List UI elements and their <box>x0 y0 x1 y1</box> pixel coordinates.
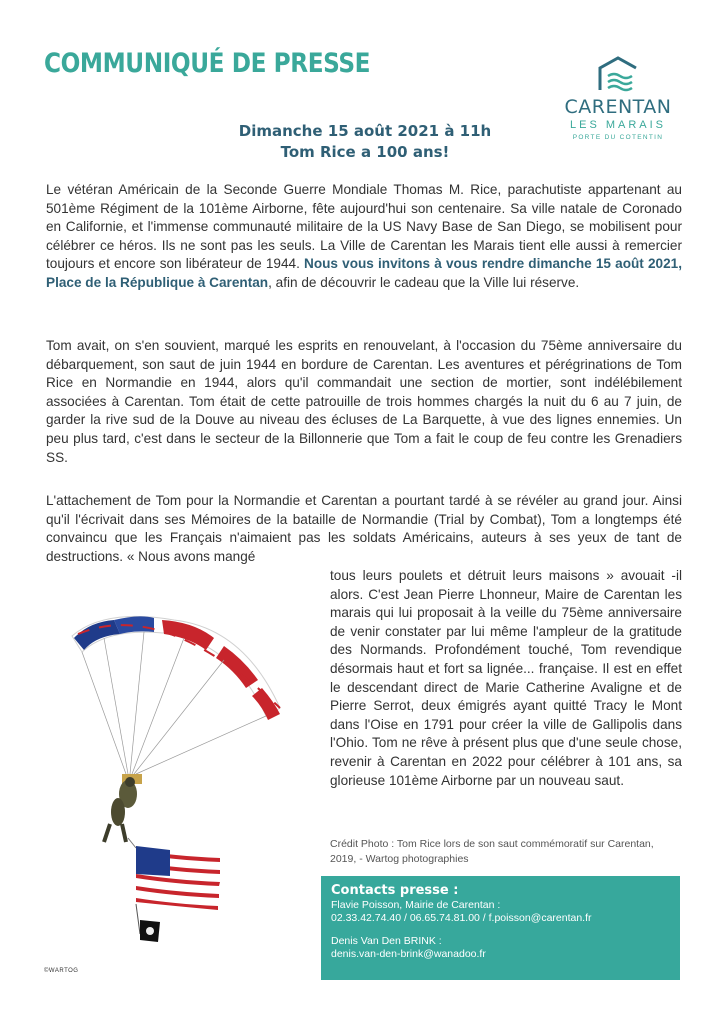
parachute-photo <box>44 598 322 978</box>
paragraph-1-text: Le vétéran Américain de la Seconde Guerre Mondiale Thomas M. Rice, parachutiste appartenant au 501ème Régiment de la 101ème Airborne, fête aujourd'hui son centenaire. Sa ville natale de Coronado en Californie, et l'immense communauté militaire de la US Navy Base de San Diego, se mobilisent pour célébrer ce héros. Ils ne sont pas les seuls. La Ville de Carentan les Marais tient elle aussi à remercier toujours et encore son libérateur de 1944. <box>46 182 682 272</box>
pow-flag <box>136 904 160 942</box>
parachutists <box>104 774 142 848</box>
contacts-heading: Contacts presse : <box>331 883 459 898</box>
paragraph-3: L'attachement de Tom pour la Normandie et Carentan a pourtant tardé à se révéler au grand jour. Ainsi qu'il l'écrivait dans ses Mémoires de la bataille de Normandie (Trial by Combat), Tom a longtemps été convaincu que les Français n'aimaient pas les soldats Américains, auteurs à ses yeux de tant de destructions. « Nous avons mangé <box>46 493 682 564</box>
logo-name: CARENTAN <box>564 96 672 118</box>
contact-1-details[interactable]: 02.33.42.74.40 / 06.65.74.81.00 / f.poisson@carentan.fr <box>331 912 592 924</box>
parachute-canopy <box>72 616 280 720</box>
carentan-logo <box>560 56 676 146</box>
contact-2-name: Denis Van Den BRINK : <box>331 935 442 947</box>
headline-date: Dimanche 15 août 2021 à 11h <box>238 122 492 140</box>
contact-1-name: Flavie Poisson, Mairie de Carentan : <box>331 899 501 911</box>
photo-watermark: ©WARTOG <box>44 968 79 974</box>
logo-tagline: PORTE DU COTENTIN <box>572 134 664 141</box>
page-title: COMMUNIQUÉ DE PRESSE <box>44 48 371 79</box>
headline <box>200 121 530 163</box>
photo-credit: Crédit Photo : Tom Rice lors de son saut commémoratif sur Carentan, 2019, - Wartog photographies <box>330 838 654 865</box>
paragraph-1-end: , afin de découvrir le cadeau que la Ville lui réserve. <box>268 274 580 290</box>
paragraph-1 <box>46 181 682 293</box>
logo-subtitle: LES MARAIS <box>569 119 667 131</box>
press-contacts-box <box>321 876 680 980</box>
paragraph-3-continued: tous leurs poulets et détruit leurs maisons » avouait -il alors. C'est Jean Pierre Lhonneur, Maire de Carentan les marais qui lui proposait à la veille du 75ème anniversaire de venir constater par lui même l'ampleur de la gratitude des Normands. Profondément touché, Tom revendique désormais haut et fort sa lignée... française. Il est en effet le descendant direct de Marie Catherine Avaligne et de Pierre Serrot, deux émigrés ayant quitté Tracy le Mont dans l'Oise en 1791 pour créer la ville de Gallipolis dans l'Ohio. Tom ne rêve à présent plus que d'une seule chose, revenir à Carentan en 2022 pour célébrer à 101 ans, sa glorieuse 101ème Airborne par un nouveau saut. <box>330 568 682 788</box>
us-flag <box>136 846 220 910</box>
parachute-illustration <box>44 598 322 978</box>
paragraph-2: Tom avait, on s'en souvient, marqué les esprits en renouvelant, à l'occasion du 75ème anniversaire du débarquement, son saut de juin 1944 en bordure de Carentan. Les aventures et pérégrinations de Tom Rice en Normandie en 1944, alors qu'il commandait une section de mortier, sont indélébilement associées à Carentan. Tom était de cette patrouille de trois hommes chargés la nuit du 6 au 7 juin, de garder la rive sud de la Douve au niveau des écluses de La Barquette, à vue des lignes ennemies. Un peu plus tard, c'est dans le secteur de la Billonnerie que Tom a fait le coup de feu contre les Grenadiers SS. <box>46 338 682 465</box>
contact-2-email[interactable]: denis.van-den-brink@wanadoo.fr <box>331 948 486 960</box>
paragraph-1-invitation: Nous vous invitons à vous rendre dimanche 15 août 2021, Place de la République à Carentan <box>46 256 682 290</box>
headline-subject: Tom Rice a 100 ans! <box>280 143 450 161</box>
house-waves-icon <box>560 56 676 96</box>
